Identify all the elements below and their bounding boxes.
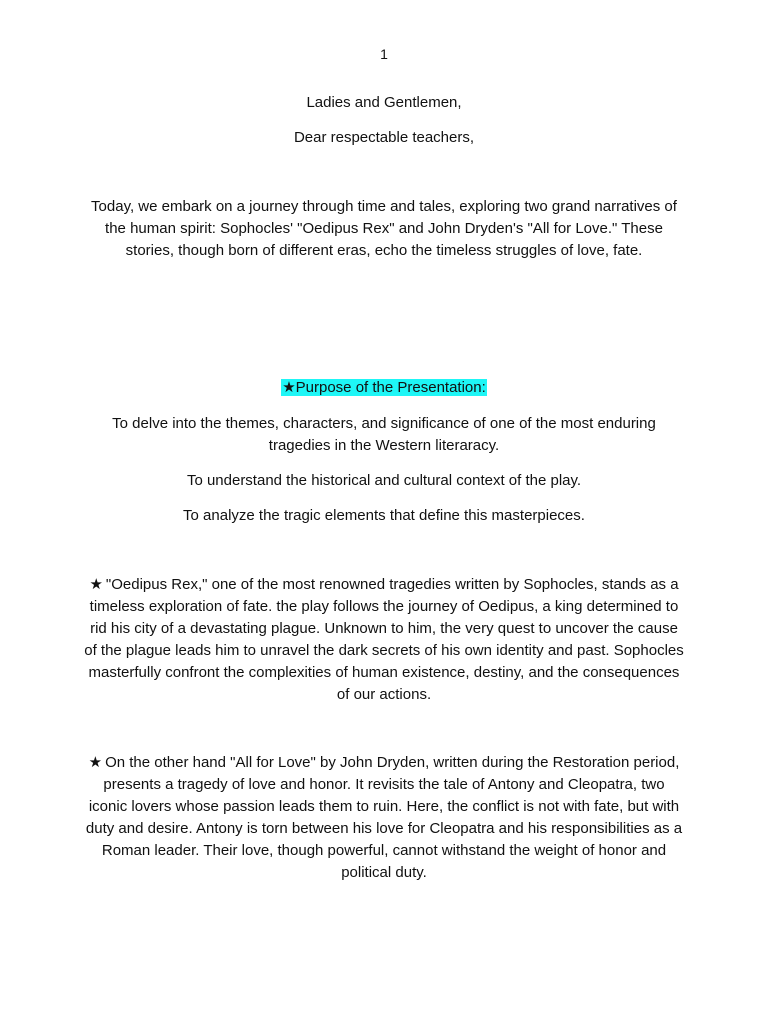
oedipus-paragraph bbox=[0, 574, 768, 706]
star-icon: ★ bbox=[282, 379, 296, 396]
purpose-item-3 bbox=[0, 505, 768, 527]
oedipus-text-block bbox=[84, 574, 684, 706]
star-icon: ★ bbox=[89, 576, 103, 593]
star-icon: ★ bbox=[88, 754, 103, 771]
purpose-heading bbox=[0, 377, 768, 399]
all-for-love-text: On the other hand "All for Love" by John Dryden, written during the Restoration period, presents a tragedy of love and honor. It revisits the tale of Antony and Cleopatra, two iconic lovers whose passion leads them to ruin. Here, the conflict is not with fate, but with duty and desire. Antony is torn between his love for Cleopatra and his responsibilities as a Roman leader. Their love, though powerful, cannot withstand the weight of honor and political duty. bbox=[85, 754, 683, 881]
purpose-heading-text: Purpose of the Presentation: bbox=[295, 379, 486, 396]
intro-paragraph bbox=[0, 196, 768, 262]
greeting-line-1-text: Ladies and Gentlemen, bbox=[306, 94, 462, 111]
all-for-love-paragraph bbox=[0, 752, 768, 884]
all-for-love-text-block bbox=[84, 752, 684, 884]
purpose-item-2-text: To understand the historical and cultural context of the play. bbox=[186, 472, 582, 489]
greeting-line-2-text: Dear respectable teachers, bbox=[293, 129, 475, 146]
purpose-item-2 bbox=[0, 470, 768, 492]
intro-text: Today, we embark on a journey through time and tales, exploring two grand narratives of the human spirit: Sophocles' "Oedipus Rex" and John Dryden's "All for Love." These stories, though born of different eras, echo the timeless struggles of love, fate. bbox=[91, 198, 677, 259]
purpose-item-1-text: To delve into the themes, characters, and significance of one of the most enduring tragedies in the Western literaracy. bbox=[112, 415, 656, 454]
purpose-item-1 bbox=[0, 413, 768, 457]
purpose-heading-highlight bbox=[281, 379, 487, 396]
greeting-line-2 bbox=[0, 127, 768, 149]
oedipus-text: "Oedipus Rex," one of the most renowned tragedies written by Sophocles, stands as a timeless exploration of fate. the play follows the journey of Oedipus, a king determined to rid his city of a devastating plague. Unknown to him, the very quest to uncover the cause of the plague leads him to unravel the dark secrets of his own identity and past. Sophocles masterfully confront the complexities of human existence, destiny, and the consequences of our actions. bbox=[84, 576, 684, 703]
purpose-item-3-text: To analyze the tragic elements that define this masterpieces. bbox=[183, 507, 585, 524]
page-number: 1 bbox=[380, 46, 388, 62]
greeting-line-1 bbox=[0, 92, 768, 114]
